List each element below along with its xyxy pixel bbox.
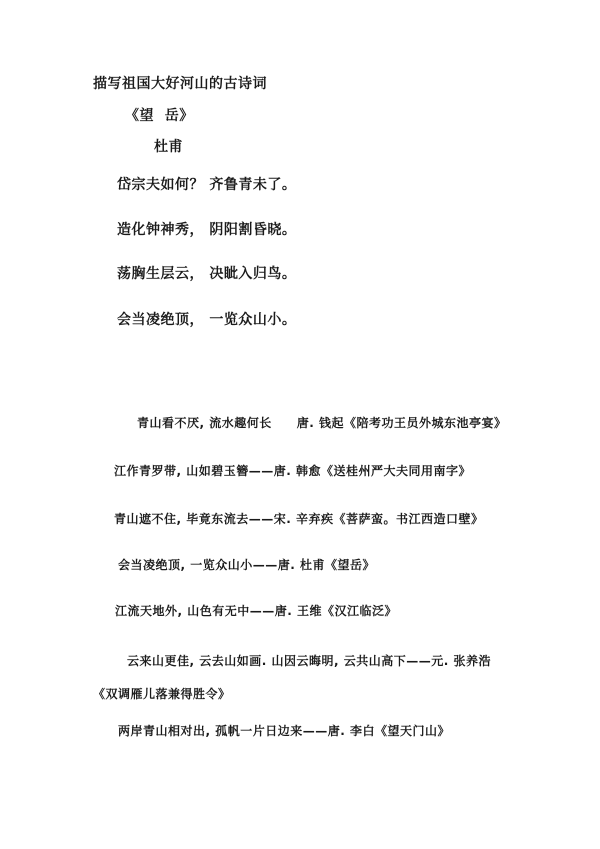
poem-title: 《望 岳》 [125,108,194,124]
poem-line: 造化钟神秀， 阴阳割昏晓。 [117,222,297,238]
poem-line: 岱宗夫如何？ 齐鲁青未了。 [117,177,297,193]
quote-line: 江作青罗带, 山如碧玉簪——唐. 韩愈《送桂州严大夫同用南字》 [114,464,471,478]
poem-author: 杜甫 [154,139,183,155]
poem-line: 会当凌绝顶， 一览众山小。 [117,312,297,328]
quote-line: 青山看不厌, 流水趣何长 唐. 钱起《陪考功王员外城东池亭宴》 [137,416,507,430]
quote-line: 两岸青山相对出, 孤帆一片日边来——唐. 李白《望天门山》 [118,724,450,738]
quote-line: 会当凌绝顶, 一览众山小——唐. 杜甫《望岳》 [118,558,375,572]
document-title: 描写祖国大好河山的古诗词 [93,76,267,92]
quote-line: 云来山更佳, 云去山如画. 山因云晦明, 云共山高下——元. 张养浩《双调雁儿落兼得胜令》 [93,654,491,701]
quote-line: 江流天地外, 山色有无中——唐. 王维《汉江临泛》 [115,604,397,618]
quote-line: 青山遮不住, 毕竟东流去——宋. 辛弃疾《菩萨蛮。书江西造口壁》 [114,512,484,526]
poem-line: 荡胸生层云， 决眦入归鸟。 [117,266,297,282]
